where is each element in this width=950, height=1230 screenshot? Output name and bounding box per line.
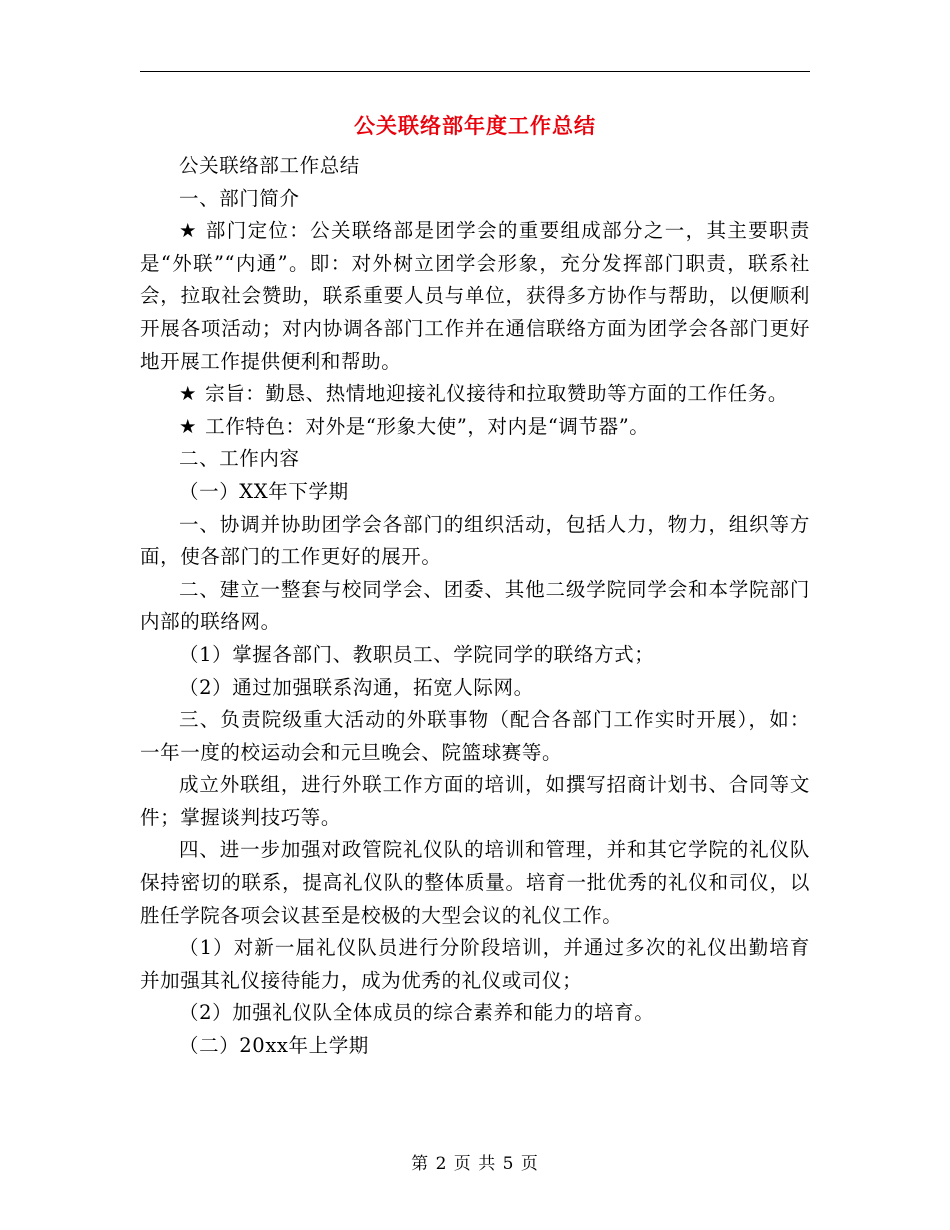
paragraph: 三、负责院级重大活动的外联事物（配合各部门工作实时开展），如：一年一度的校运动会和元旦晚会、院篮球赛等。 xyxy=(140,708,810,764)
star-icon: ★ xyxy=(179,219,198,243)
paragraph: 二、建立一整套与校同学会、团委、其他二级学院同学会和本学院部门内部的联络网。 xyxy=(140,577,810,634)
paragraph xyxy=(140,215,810,378)
paragraph xyxy=(140,411,810,444)
paragraph: （1）掌握各部门、教职员工、学院同学的联络方式； xyxy=(179,642,655,666)
document-body xyxy=(140,150,810,1063)
star-icon: ★ xyxy=(179,382,198,406)
star-icon: ★ xyxy=(179,414,198,438)
paragraph: 公关联络部工作总结 xyxy=(179,154,360,177)
paragraph: 四、进一步加强对政管院礼仪队的培训和管理，并和其它学院的礼仪队保持密切的联系，提高礼仪队的整体质量。培育一批优秀的礼仪和司仪，以胜任学院各项会议甚至是校极的大型会议的礼仪工作。 xyxy=(140,838,810,927)
subsection-heading: （一）XX年下学期 xyxy=(179,479,349,503)
page-number: 第 2 页 共 5 页 xyxy=(411,1154,539,1174)
section-heading: 二、工作内容 xyxy=(179,447,300,471)
paragraph: （1）对新一届礼仪队员进行分阶段培训，并通过多次的礼仪出勤培育并加强其礼仪接待能力，成为优秀的礼仪或司仪； xyxy=(140,936,810,992)
section-heading: 一、部门简介 xyxy=(179,186,300,210)
header-rule xyxy=(140,71,810,72)
paragraph-text: 工作特色：对外是“形象大使”，对内是“调节器”。 xyxy=(205,414,650,438)
paragraph: 成立外联组，进行外联工作方面的培训，如撰写招商计划书、合同等文件；掌握谈判技巧等。 xyxy=(140,773,810,829)
paragraph-text: 部门定位：公关联络部是团学会的重要组成部分之一，其主要职责是“外联”“内通”。即：对外树立团学会形象，充分发挥部门职责，联系社会，拉取社会赞助，联系重要人员与单位，获得多方协作与帮助，以便顺利开展各项活动；对内协调各部门工作并在通信联络方面为团学会各部门更好地开展工作提供便利和帮助。 xyxy=(140,219,810,373)
paragraph: 一、协调并协助团学会各部门的组织活动，包括人力，物力，组织等方面，使各部门的工作更好的展开。 xyxy=(140,512,810,569)
document-title: 公关联络部年度工作总结 xyxy=(354,113,596,138)
paragraph: （2）通过加强联系沟通，拓宽人际网。 xyxy=(179,675,534,699)
paragraph xyxy=(140,378,810,411)
subsection-heading: （二）20xx年上学期 xyxy=(179,1034,369,1058)
paragraph-text: 宗旨：勤恳、热情地迎接礼仪接待和拉取赞助等方面的工作任务。 xyxy=(205,382,788,406)
paragraph: （2）加强礼仪队全体成员的综合素养和能力的培育。 xyxy=(179,1001,655,1025)
